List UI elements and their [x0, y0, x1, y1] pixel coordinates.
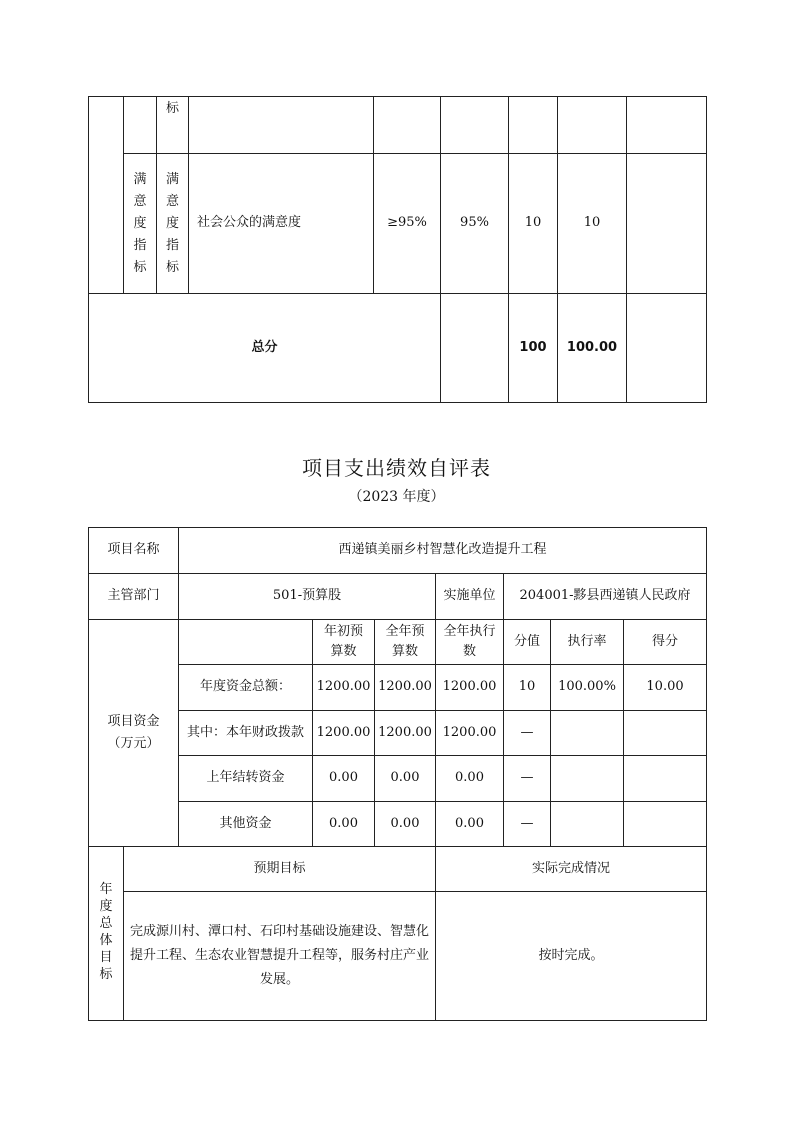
expected-goal-text: 完成源川村、潭口村、石印村基础设施建设、智慧化提升工程、生态农业智慧提升工程等，服务村庄产业发展。: [124, 892, 436, 1021]
table-row: 其他资金 0.00 0.00 0.00 —: [89, 802, 707, 847]
project-name-value: 西递镇美丽乡村智慧化改造提升工程: [179, 528, 707, 574]
level1-cell: [89, 97, 124, 294]
dept-label: 主管部门: [89, 574, 179, 620]
indicator-table: [88, 96, 707, 403]
header-full: 全年预算数: [375, 620, 436, 665]
satisfaction-level3: 满意度指标: [157, 154, 189, 294]
header-initial: 年初预算数: [313, 620, 375, 665]
actual-result-text: 按时完成。: [436, 892, 707, 1021]
expected-label: 预期目标: [124, 847, 436, 892]
header-weight: 分值: [504, 620, 551, 665]
total-score: 100.00: [558, 294, 627, 403]
table-row: 上年结转资金 0.00 0.00 0.00 —: [89, 756, 707, 802]
satisfaction-level2: 满意度指标: [124, 154, 157, 294]
level3-fragment: 标: [165, 101, 179, 116]
total-weight: 100: [509, 294, 558, 403]
level2-cell: [124, 97, 157, 154]
actual-label: 实际完成情况: [436, 847, 707, 892]
self-eval-table: [88, 527, 707, 1021]
form-title: 项目支出绩效自评表: [302, 456, 491, 480]
impl-label: 实施单位: [436, 574, 504, 620]
table-row: 年度资金总额： 1200.00 1200.00 1200.00 10 100.00% 10.00: [89, 665, 707, 711]
goal-label: 年度总体目标: [89, 847, 124, 1021]
satisfaction-weight: 10: [509, 154, 558, 294]
satisfaction-target: ≥95%: [374, 154, 441, 294]
satisfaction-score: 10: [558, 154, 627, 294]
satisfaction-actual: 95%: [441, 154, 509, 294]
impl-value: 204001-黟县西递镇人民政府: [504, 574, 707, 620]
header-score: 得分: [624, 620, 707, 665]
funds-label: 项目资金（万元）: [89, 620, 179, 847]
dept-value: 501-预算股: [179, 574, 436, 620]
table-row: 其中：本年财政拨款 1200.00 1200.00 1200.00 —: [89, 711, 707, 756]
satisfaction-indicator: 社会公众的满意度: [189, 154, 374, 294]
project-name-label: 项目名称: [89, 528, 179, 574]
total-label: 总分: [89, 294, 441, 403]
form-year: （2023 年度）: [348, 489, 445, 505]
header-exec: 全年执行数: [436, 620, 504, 665]
header-rate: 执行率: [551, 620, 624, 665]
level3-cell: [157, 97, 189, 154]
